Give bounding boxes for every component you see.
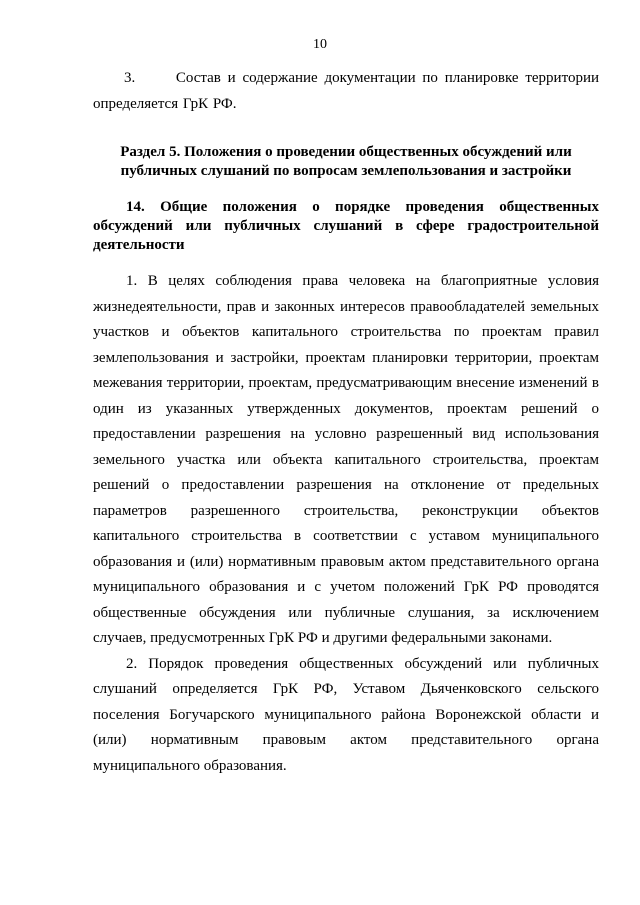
paragraph-item-3: 3. Состав и содержание документации по планировке территории определяется ГрК РФ. (93, 70, 599, 112)
article-14-paragraph-1: 1. В целях соблюдения права человека на благоприятные условия жизнедеятельности, прав и законных интересов правообладателей земельных участков и объектов капитального строительства по проектам правил землепользования и застройки, проектам планировки территории, проектам межевания территории, проектам, предусматривающим внесение изменений в один из указанных утвержденных документов, проектам решений о предоставлении разрешения на условно разрешенный вид использования земельного участка или объекта капитального строительства, проектам решений о предоставлении разрешения на отклонение от предельных параметров разрешенного строительства, реконструкции объектов капитального строительства в соответствии с уставом муниципального образования и (или) нормативным правовым актом представительного органа муниципального образования и с учетом положений ГрК РФ проводятся общественные обсуждения или публичные слушания, за исключением случаев, предусмотренных ГрК РФ и другими федеральными законами. (93, 273, 599, 646)
article-14-heading: 14. Общие положения о порядке проведения общественных обсуждений или публичных слушаний в сфере градостроительной деятельности (93, 199, 599, 253)
document-body (93, 66, 599, 779)
section-5-heading: Раздел 5. Положения о проведении общественных обсуждений или публичных слушаний по вопросам землепользования и застройки (120, 144, 572, 179)
page-number: 10 (313, 37, 327, 52)
article-14-paragraph-2: 2. Порядок проведения общественных обсуждений или публичных слушаний определяется ГрК РФ, Уставом Дьяченковского сельского поселения Богучарского муниципального района Воронежской области и (или) нормативным правовым актом представительного органа муниципального образования. (93, 655, 599, 774)
